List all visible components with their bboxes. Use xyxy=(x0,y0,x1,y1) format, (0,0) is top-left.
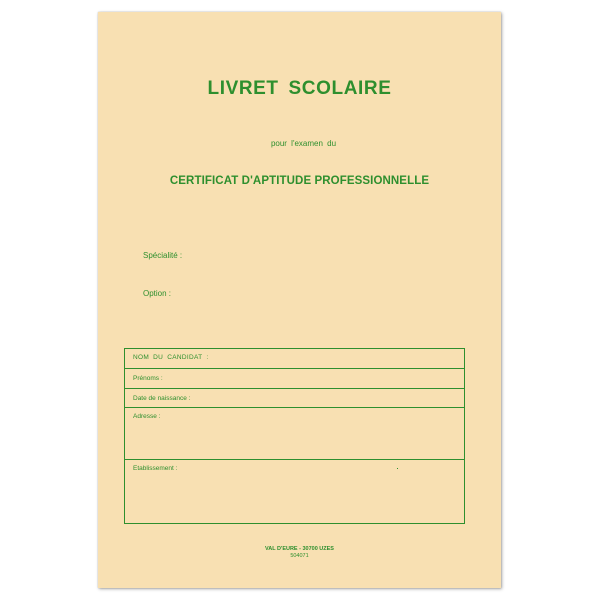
booklet-cover xyxy=(98,12,501,588)
nom-candidat-label: NOM DU CANDIDAT : xyxy=(133,354,209,361)
option-label: Option : xyxy=(143,289,172,298)
form-row-date-naissance xyxy=(125,389,464,408)
form-row-etablissement xyxy=(125,460,464,523)
form-row-prenoms xyxy=(125,369,464,389)
form-row-adresse xyxy=(125,408,464,460)
publisher-footer xyxy=(98,546,501,560)
certificate-heading: CERTIFICAT D'APTITUDE PROFESSIONNELLE xyxy=(169,175,430,187)
document-title: LIVRET SCOLAIRE xyxy=(207,78,392,99)
date-naissance-label: Date de naissance : xyxy=(133,395,191,402)
form-row-nom xyxy=(125,349,464,369)
specialite-label: Spécialité : xyxy=(143,251,183,260)
document-subtitle: pour l'examen du xyxy=(270,139,337,148)
publisher-name: VAL D'EURE - 30700 UZES xyxy=(265,546,334,552)
candidate-form-box xyxy=(124,348,465,524)
publisher-reference: 504071 xyxy=(290,553,309,559)
dot-mark xyxy=(397,468,398,469)
adresse-label: Adresse : xyxy=(133,413,161,420)
etablissement-label: Etablissement : xyxy=(133,465,178,472)
prenoms-label: Prénoms : xyxy=(133,375,163,382)
